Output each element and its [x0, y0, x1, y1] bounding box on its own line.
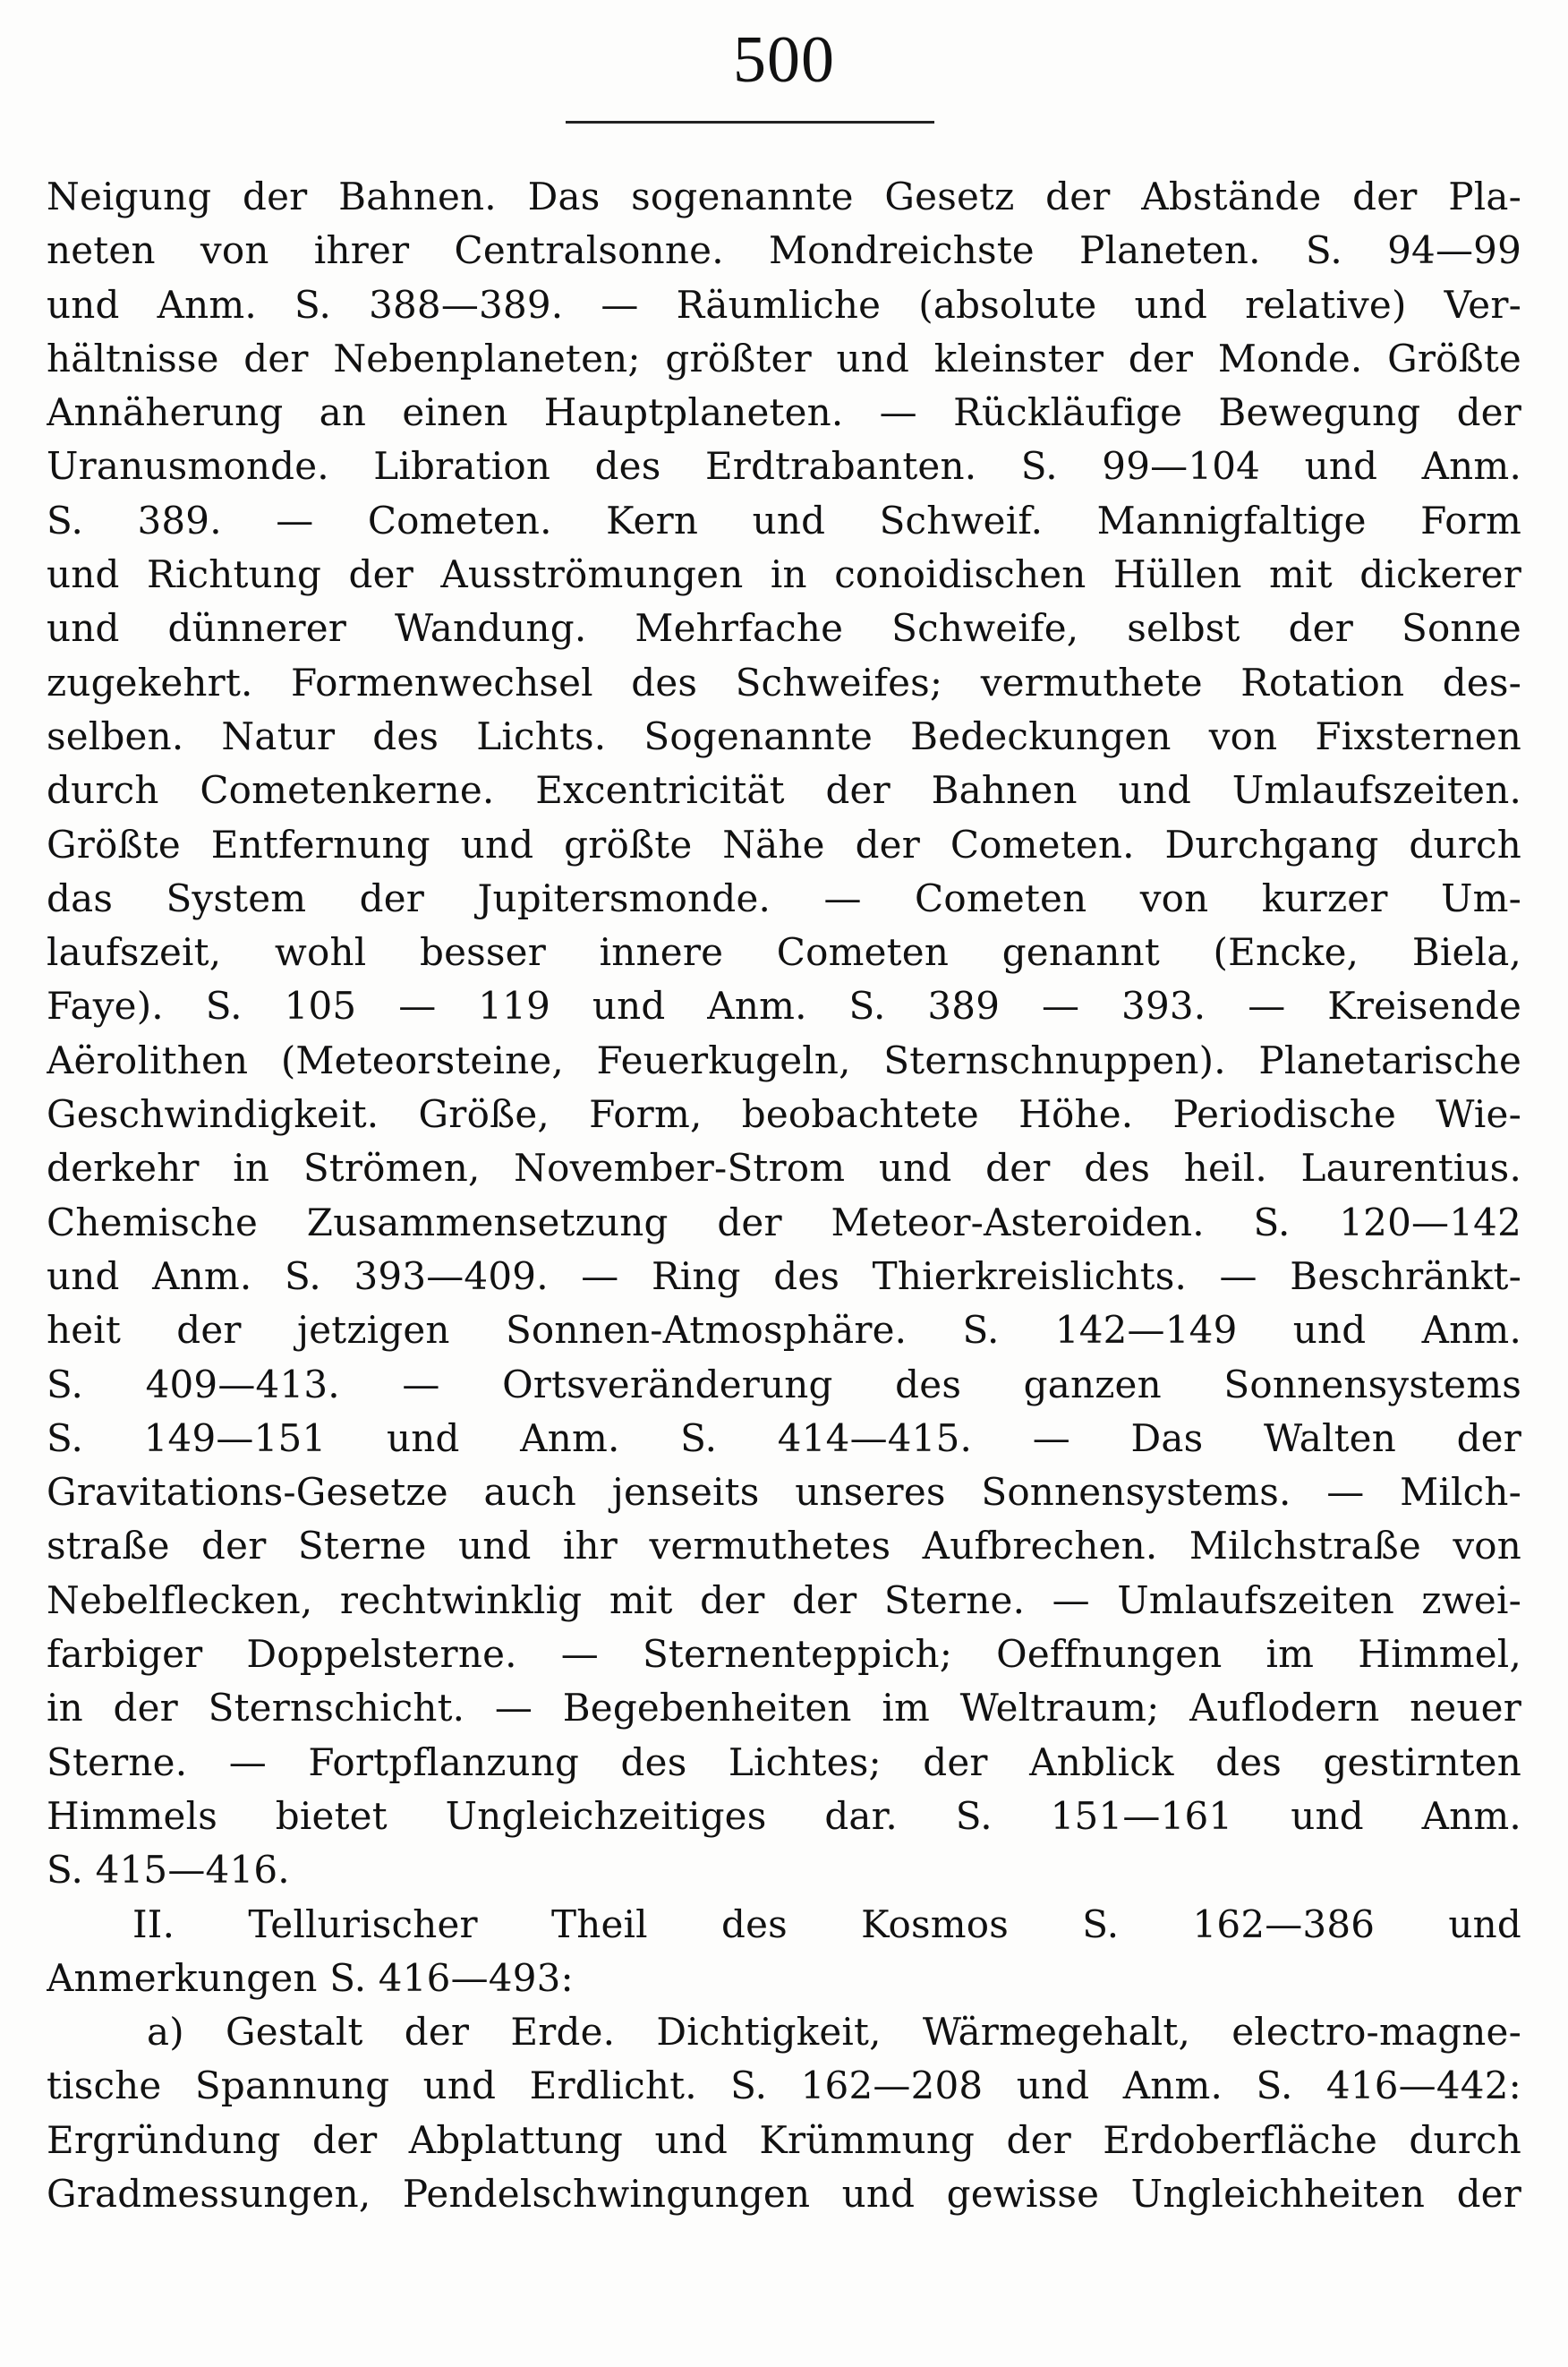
section-heading-line: Anmerkungen S. 416—493: [47, 1955, 574, 2000]
text-line: und dünnerer Wandung. Mehrfache Schweife, selbst der Sonne [47, 606, 1521, 651]
text-line: laufszeit, wohl besser innere Cometen genannt (Encke, Biela, [47, 930, 1521, 975]
body-text [47, 170, 1521, 2221]
text-line: in der Sternschicht. — Begebenheiten im Weltraum; Auflodern neuer [47, 1686, 1521, 1730]
section-heading-line: II. Tellurischer Theil des Kosmos S. 162—386 und [132, 1901, 1521, 1946]
text-line: S. 409—413. — Ortsveränderung des ganzen Sonnensystems [47, 1362, 1521, 1406]
text-line: Annäherung an einen Hauptplaneten. — Rückläufige Bewegung der [47, 390, 1521, 435]
text-line: Gradmessungen, Pendelschwingungen und gewisse Ungleichheiten der [47, 2171, 1521, 2216]
text-line: Himmels bietet Ungleichzeitiges dar. S. 151—161 und Anm. [47, 1793, 1521, 1838]
text-line: selben. Natur des Lichts. Sogenannte Bedeckungen von Fixsternen [47, 714, 1521, 758]
header-rule [566, 121, 934, 124]
text-line: S. 149—151 und Anm. S. 414—415. — Das Walten der [47, 1415, 1521, 1460]
text-line: das System der Jupitersmonde. — Cometen von kurzer Um- [47, 876, 1521, 920]
text-line: und Anm. S. 388—389. — Räumliche (absolute und relative) Ver- [47, 282, 1521, 327]
text-line: Neigung der Bahnen. Das sogenannte Gesetz der Abstände der Pla- [47, 175, 1521, 218]
text-line: Sterne. — Fortpflanzung des Lichtes; der Anblick des gestirnten [47, 1739, 1521, 1784]
text-line: Geschwindigkeit. Größe, Form, beobachtete Höhe. Periodische Wie- [47, 1092, 1521, 1137]
text-line: neten von ihrer Centralsonne. Mondreichste Planeten. S. 94—99 [47, 228, 1521, 273]
text-line: und Richtung der Ausströmungen in conoidischen Hüllen mit dickerer [47, 552, 1521, 597]
text-line: Ergründung der Abplattung und Krümmung der Erdoberfläche durch [47, 2117, 1521, 2162]
text-line: zugekehrt. Formenwechsel des Schweifes; vermuthete Rotation des- [47, 660, 1521, 705]
text-line: heit der jetzigen Sonnen-Atmosphäre. S. 142—149 und Anm. [47, 1308, 1521, 1353]
text-line: S. 415—416. [47, 1848, 290, 1893]
text-line: Uranusmonde. Libration des Erdtrabanten. S. 99—104 und Anm. [47, 444, 1521, 489]
text-line: derkehr in Strömen, November-Strom und der des heil. Laurentius. [47, 1146, 1521, 1191]
page-number: 500 [733, 23, 835, 97]
text-line: Chemische Zusammensetzung der Meteor-Asteroiden. S. 120—142 [47, 1200, 1521, 1244]
text-line: S. 389. — Cometen. Kern und Schweif. Mannigfaltige Form [47, 498, 1521, 543]
text-line: hältnisse der Nebenplaneten; größter und kleinster der Monde. Größte [47, 336, 1521, 380]
text-line: Größte Entfernung und größte Nähe der Cometen. Durchgang durch [47, 822, 1521, 867]
text-line: Faye). S. 105 — 119 und Anm. S. 389 — 393. — Kreisende [47, 984, 1521, 1029]
text-line: Aërolithen (Meteorsteine, Feuerkugeln, Sternschnuppen). Planetarische [47, 1038, 1521, 1082]
text-line: tische Spannung und Erdlicht. S. 162—208 und Anm. S. 416—442: [47, 2064, 1521, 2108]
text-line: durch Cometenkerne. Excentricität der Bahnen und Umlaufszeiten. [47, 768, 1521, 813]
text-line: farbiger Doppelsterne. — Sternenteppich; Oeffnungen im Himmel, [47, 1632, 1521, 1677]
text-line: Nebelflecken, rechtwinklig mit der der Sterne. — Umlaufszeiten zwei- [47, 1577, 1521, 1622]
subsection-line: a) Gestalt der Erde. Dichtigkeit, Wärmegehalt, electro-magne- [147, 2010, 1521, 2055]
text-line: und Anm. S. 393—409. — Ring des Thierkreislichts. — Beschränkt- [47, 1253, 1521, 1298]
text-line: straße der Sterne und ihr vermuthetes Aufbrechen. Milchstraße von [47, 1524, 1521, 1568]
text-line: Gravitations-Gesetze auch jenseits unseres Sonnensystems. — Milch- [47, 1470, 1521, 1515]
